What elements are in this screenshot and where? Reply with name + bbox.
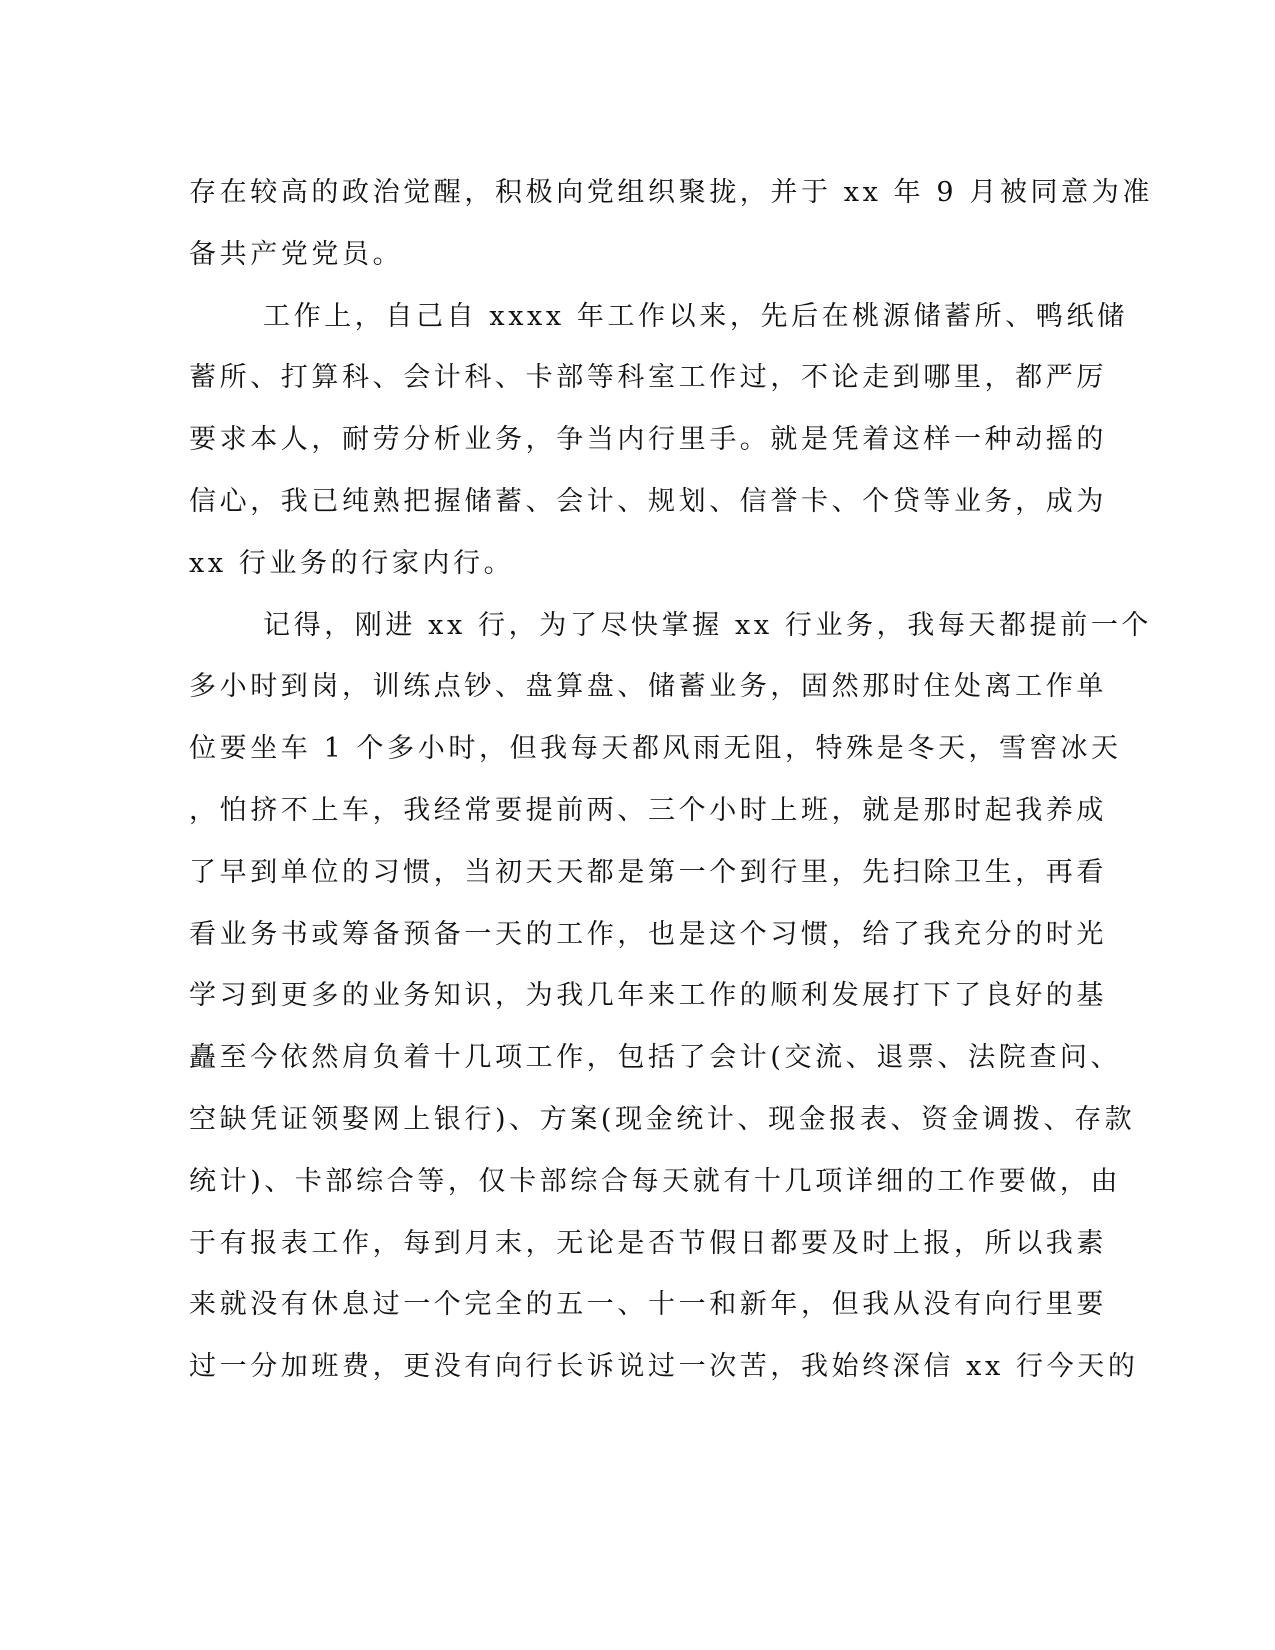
text-line: 学习到更多的业务知识，为我几年来工作的顺利发展打下了良好的基: [189, 980, 1107, 1012]
text-line: 记得，刚进 xx 行，为了尽快掌握 xx 行业务，我每天都提前一个: [263, 609, 1153, 641]
text-line: 位要坐车 1 个多小时，但我每天都风雨无阻，特殊是冬天，雪窖冰天: [189, 733, 1122, 765]
text-line: 存在较高的政治觉醒，积极向党组织聚拢，并于 xx 年 9 月被同意为准: [189, 177, 1153, 208]
text-line: 来就没有休息过一个完全的五一、十一和新年，但我从没有向行里要: [189, 1289, 1107, 1321]
text-line: 看业务书或筹备预备一天的工作，也是这个习惯，给了我充分的时光: [189, 918, 1107, 950]
text-line: 空缺凭证领娶网上银行)、方案(现金统计、现金报表、资金调拨、存款: [189, 1103, 1136, 1135]
text-line: 备共产党党员。: [189, 238, 404, 270]
text-line: 信心，我已纯熟把握储蓄、会计、规划、信誉卡、个贷等业务，成为: [189, 485, 1107, 517]
text-line: 矗至今依然肩负着十几项工作，包括了会计(交流、退票、法院查问、: [189, 1042, 1122, 1074]
text-line: 过一分加班费，更没有向行长诉说过一次苦，我始终深信 xx 行今天的: [189, 1351, 1139, 1383]
text-line: 统计)、卡部综合等，仅卡部综合每天就有十几项详细的工作要做，由: [189, 1165, 1122, 1197]
body-text: [189, 162, 1153, 1398]
text-line: ，怕挤不上车，我经常要提前两、三个小时上班，就是那时起我养成: [189, 794, 1107, 826]
text-line: 蓄所、打算科、会计科、卡部等科室工作过，不论走到哪里，都严厉: [189, 362, 1107, 394]
text-line: 于有报表工作，每到月末，无论是否节假日都要及时上报，所以我素: [189, 1227, 1107, 1259]
text-line: 工作上，自己自 xxxx 年工作以来，先后在桃源储蓄所、鸭纸储: [263, 300, 1128, 332]
text-line: 要求本人，耐劳分析业务，争当内行里手。就是凭着这样一种动摇的: [189, 424, 1107, 456]
text-line: 了早到单位的习惯，当初天天都是第一个到行里，先扫除卫生，再看: [189, 856, 1107, 888]
text-line: 多小时到岗，训练点钞、盘算盘、储蓄业务，固然那时住处离工作单: [189, 671, 1107, 703]
text-line: xx 行业务的行家内行。: [189, 547, 515, 579]
